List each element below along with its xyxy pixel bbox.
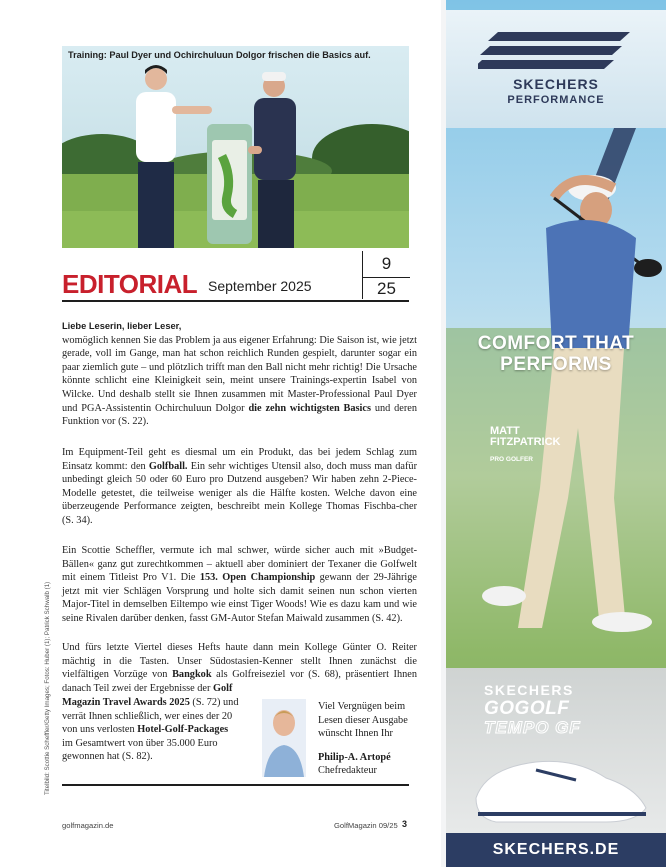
ad-brand: SKECHERS: [513, 76, 599, 92]
skechers-advertisement: [446, 0, 666, 867]
footer-issue: GolfMagazin 09/25: [334, 821, 398, 830]
author-portrait-illustration: [262, 699, 306, 777]
ad-athlete-name: [490, 426, 560, 448]
author-portrait: [262, 699, 306, 777]
bottom-rule: [62, 784, 409, 786]
text-run: gewann der 29-Jährige jetzt mit vier Schlägen Vorsprung und holte sich damit seinen nun schon vierten Major-Titel in demselben Eiltempo wie einst Tiger Woods! Wie es dazu kam und wie seine Rivalen darüber denken, fasst GM-Autor Stefan Maiwald zusammen (S. 42).: [62, 572, 417, 624]
text-line: [62, 750, 262, 764]
training-photo: [62, 46, 409, 248]
text-run: Und fürs letzte Viertel dieses Hefts haute dann mein Kollege Günter O. Reiter mächtig in die Tasten. Unser Südostasien-Kenner stellt Ihnen zunächst die vielfältigen Vorzüge von: [62, 642, 417, 681]
editorial-title: EDITORIAL: [62, 269, 198, 299]
author-role: Chefredakteur: [318, 765, 377, 777]
text-run-bold: Golfball.: [148, 460, 188, 472]
ad-website: SKECHERS.DE: [446, 833, 666, 867]
ad-product-model: TEMPO GF: [484, 718, 581, 737]
text-run: verrät Ihnen schließlich, wer eines der 20: [62, 710, 233, 722]
text-line: [62, 710, 262, 724]
ad-product-line: GOGOLF: [484, 698, 570, 719]
issue-number-top: 9: [381, 254, 392, 273]
text-run-bold: 153. Open Championship: [199, 572, 316, 584]
letter-paragraph-2: [62, 446, 417, 528]
skechers-s-logo-icon: [478, 30, 638, 78]
text-run-bold: Golf: [213, 682, 233, 694]
text-run-bold: Magazin Travel Awards 2025: [62, 697, 190, 708]
ad-athlete-first: MATT: [490, 425, 520, 437]
ad-athlete-role: PRO GOLFER: [490, 456, 533, 463]
ad-headline-line: COMFORT THAT: [477, 333, 635, 354]
text-run-bold: die zehn wichtigsten Basics: [248, 402, 371, 414]
text-run: (S. 72) und: [189, 697, 239, 708]
text-run: als Golfreiseziel vor (S. 68), präsentiert Ihnen danach Teil zwei der Ergebnisse der: [62, 669, 417, 694]
text-run: Im Equipment-Teil geht es diesmal um ein Produkt, das bei jedem Schlag zum Einsatz kommt: den: [62, 447, 417, 472]
text-line: [62, 696, 262, 710]
issue-number-bottom: 25: [363, 277, 410, 299]
text-run: womöglich kennen Sie das Problem ja aus eigener Erfahrung: Die Saison ist, wie jetzt gerade, voll im Gange, man hat schon reichlich Runden gespielt, darunter sogar ein paar ziemlich gute – und plötzlich trifft man den Ball nicht mehr richtig! Die Ursache könnte schlicht eine Kleinigkeit sein, meint unsere Trainings-expertin Isabel von Wilcke. Und deshalb stellt sie Ihnen zusammen mit Master-Professional Paul Dyer und PGA-Assistentin Ochirchuluun Dolgor: [62, 334, 417, 414]
letter-paragraph-3: [62, 544, 417, 626]
letter-paragraph-1: [62, 320, 417, 429]
ad-product-brand: SKECHERS: [484, 682, 574, 698]
photo-credits: Titelbild: Scottie Scheffler/Getty Images; Fotos: Huber (1); Patrick Schwalb (1): [44, 581, 51, 795]
golf-shoe-illustration: [466, 748, 656, 828]
text-run: von uns verlosten: [62, 724, 138, 736]
text-run-bold: Hotel-Golf-Packages: [137, 724, 229, 736]
closing-line: wünscht Ihnen Ihr: [318, 728, 393, 740]
text-run: Ein Scottie Scheffler, vermute ich mal schwer, würde sicher auch mit »Budget-Bällen« ganz gut zurechtkommen – aktuell aber dominiert der Texaner die Golfwelt mit einem Titleist Pro V1. Die: [62, 545, 417, 584]
golfer-illustration: [446, 128, 666, 668]
text-run: gewonnen hat (S. 82).: [62, 751, 153, 763]
closing-line: Lesen dieser Ausgabe: [318, 714, 408, 726]
text-run: Ein sehr wichtiges Utensil also, doch muss man dafür unbedingt gleich 50 oder 60 Euro pro Dutzend ausgeben? Wir haben zehn 2-Piece-Modelle getestet, die teilweise weniger als die Hälfte kosten. Welche davon eine überzeugende Performance zeigten, beschreibt mein Kollege Thomas Fischba-cher (S. 34).: [62, 460, 417, 526]
ad-brand-sub: PERFORMANCE: [507, 94, 605, 106]
ad-headline: [446, 333, 666, 375]
training-photo-illustration: [62, 46, 409, 248]
closing-line: Viel Vergnügen beim: [318, 701, 406, 712]
editorial-header: [62, 251, 409, 301]
photo-caption: Training: Paul Dyer und Ochirchuluun Dolgor frischen die Basics auf.: [68, 50, 371, 60]
closing-block: [318, 700, 418, 778]
letter-paragraph-4-continued: [62, 696, 262, 764]
salutation: Liebe Leserin, lieber Leser,: [62, 321, 182, 331]
issue-number-box: [362, 251, 410, 299]
editorial-rule: [62, 300, 409, 302]
footer-website: golfmagazin.de: [62, 821, 114, 830]
page-number: 3: [402, 819, 408, 829]
ad-headline-line: PERFORMS: [500, 354, 612, 375]
text-line: [62, 737, 262, 751]
author-name: Philip-A. Artopé: [318, 751, 391, 763]
text-line: [62, 723, 262, 737]
letter-paragraph-4: [62, 641, 417, 695]
text-run: und deren Funktion vor (S. 22).: [62, 402, 418, 428]
ad-athlete-last: FITZPATRICK: [490, 436, 561, 448]
editorial-month: September 2025: [208, 278, 312, 294]
text-run: im Gesamtwert von über 35.000 Euro: [62, 737, 218, 749]
text-run-bold: Bangkok: [172, 669, 212, 681]
